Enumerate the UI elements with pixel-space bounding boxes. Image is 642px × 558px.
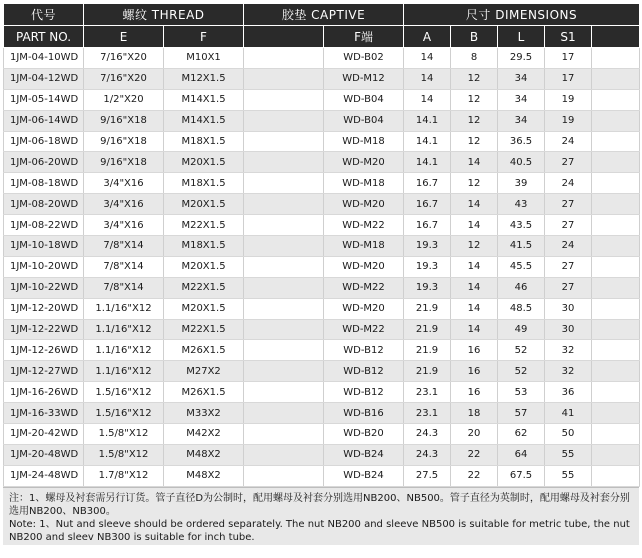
cell-captive-f-end: WD-M18 (324, 173, 404, 194)
cell-captive-f-end: WD-M22 (324, 215, 404, 236)
cell-extra (592, 319, 640, 340)
cell-captive-blank (244, 215, 324, 236)
cell-part-no: 1JM-12-20WD (4, 298, 84, 319)
cell-dim-l: 49 (498, 319, 545, 340)
cell-dim-b: 16 (451, 340, 498, 361)
cell-dim-s1: 24 (545, 236, 592, 257)
cell-thread-e: 1.5/16"X12 (84, 382, 164, 403)
cell-extra (592, 48, 640, 69)
cell-dim-l: 62 (498, 424, 545, 445)
cell-dim-a: 16.7 (404, 215, 451, 236)
table-row (4, 403, 640, 424)
cell-extra (592, 340, 640, 361)
cell-dim-b: 12 (451, 131, 498, 152)
spec-table (3, 3, 640, 487)
cell-dim-a: 14 (404, 48, 451, 69)
table-row (4, 256, 640, 277)
cell-part-no: 1JM-24-48WD (4, 465, 84, 486)
cell-dim-a: 21.9 (404, 340, 451, 361)
cell-captive-f-end: WD-B04 (324, 110, 404, 131)
cell-part-no: 1JM-06-18WD (4, 131, 84, 152)
cell-dim-s1: 17 (545, 68, 592, 89)
cell-dim-l: 53 (498, 382, 545, 403)
header-col-blank (244, 26, 324, 48)
header-part-no-en: PART NO. (4, 26, 84, 48)
cell-dim-a: 24.3 (404, 424, 451, 445)
cell-thread-e: 1.1/16"X12 (84, 361, 164, 382)
cell-dim-a: 27.5 (404, 465, 451, 486)
header-part-no-cn: 代号 (4, 4, 84, 26)
cell-dim-s1: 30 (545, 298, 592, 319)
cell-extra (592, 89, 640, 110)
header-col-f-end: F端 (324, 26, 404, 48)
cell-captive-f-end: WD-M22 (324, 319, 404, 340)
cell-thread-e: 1.5/8"X12 (84, 424, 164, 445)
cell-thread-e: 7/8"X14 (84, 277, 164, 298)
cell-dim-l: 45.5 (498, 256, 545, 277)
table-row (4, 110, 640, 131)
cell-dim-s1: 32 (545, 340, 592, 361)
cell-extra (592, 403, 640, 424)
cell-dim-l: 52 (498, 340, 545, 361)
table-row (4, 68, 640, 89)
table-row (4, 361, 640, 382)
cell-thread-e: 1.5/16"X12 (84, 403, 164, 424)
notes-box (3, 487, 639, 545)
cell-part-no: 1JM-06-14WD (4, 110, 84, 131)
cell-dim-l: 52 (498, 361, 545, 382)
cell-thread-e: 7/16"X20 (84, 68, 164, 89)
cell-dim-s1: 36 (545, 382, 592, 403)
cell-thread-e: 7/8"X14 (84, 256, 164, 277)
cell-thread-f: M14X1.5 (164, 89, 244, 110)
cell-thread-f: M10X1 (164, 48, 244, 69)
cell-dim-a: 21.9 (404, 298, 451, 319)
cell-dim-a: 21.9 (404, 319, 451, 340)
cell-dim-b: 14 (451, 256, 498, 277)
cell-thread-f: M22X1.5 (164, 215, 244, 236)
cell-extra (592, 152, 640, 173)
cell-captive-blank (244, 256, 324, 277)
table-body (4, 48, 640, 487)
cell-part-no: 1JM-10-20WD (4, 256, 84, 277)
cell-dim-a: 19.3 (404, 256, 451, 277)
header-col-extra (592, 26, 640, 48)
cell-dim-s1: 19 (545, 110, 592, 131)
cell-dim-l: 36.5 (498, 131, 545, 152)
cell-part-no: 1JM-08-20WD (4, 194, 84, 215)
cell-captive-f-end: WD-B12 (324, 361, 404, 382)
cell-extra (592, 173, 640, 194)
cell-dim-a: 14 (404, 89, 451, 110)
cell-thread-f: M26X1.5 (164, 382, 244, 403)
cell-captive-f-end: WD-M20 (324, 152, 404, 173)
cell-part-no: 1JM-16-33WD (4, 403, 84, 424)
cell-captive-f-end: WD-M18 (324, 131, 404, 152)
cell-thread-e: 1.7/8"X12 (84, 465, 164, 486)
table-row (4, 424, 640, 445)
cell-extra (592, 361, 640, 382)
cell-extra (592, 424, 640, 445)
table-row (4, 298, 640, 319)
cell-thread-f: M20X1.5 (164, 194, 244, 215)
table-row (4, 152, 640, 173)
cell-dim-b: 12 (451, 236, 498, 257)
cell-dim-b: 22 (451, 444, 498, 465)
cell-captive-blank (244, 236, 324, 257)
cell-thread-f: M22X1.5 (164, 277, 244, 298)
table-row (4, 194, 640, 215)
header-captive: 胶垫 CAPTIVE (244, 4, 404, 26)
cell-part-no: 1JM-12-26WD (4, 340, 84, 361)
header-col-s1: S1 (545, 26, 592, 48)
header-col-b: B (451, 26, 498, 48)
cell-captive-blank (244, 424, 324, 445)
cell-dim-a: 16.7 (404, 194, 451, 215)
cell-thread-e: 9/16"X18 (84, 131, 164, 152)
cell-thread-e: 3/4"X16 (84, 215, 164, 236)
table-row (4, 319, 640, 340)
cell-dim-l: 46 (498, 277, 545, 298)
cell-dim-b: 14 (451, 215, 498, 236)
cell-extra (592, 277, 640, 298)
cell-thread-e: 7/16"X20 (84, 48, 164, 69)
cell-thread-e: 1.1/16"X12 (84, 340, 164, 361)
table-row (4, 131, 640, 152)
cell-dim-b: 12 (451, 68, 498, 89)
cell-thread-f: M20X1.5 (164, 298, 244, 319)
cell-thread-f: M27X2 (164, 361, 244, 382)
cell-thread-e: 9/16"X18 (84, 152, 164, 173)
table-row (4, 89, 640, 110)
cell-captive-f-end: WD-B12 (324, 340, 404, 361)
cell-dim-s1: 27 (545, 194, 592, 215)
cell-captive-blank (244, 361, 324, 382)
cell-part-no: 1JM-12-22WD (4, 319, 84, 340)
cell-dim-b: 18 (451, 403, 498, 424)
cell-thread-f: M42X2 (164, 424, 244, 445)
cell-thread-e: 3/4"X16 (84, 194, 164, 215)
table-row (4, 48, 640, 69)
cell-extra (592, 298, 640, 319)
cell-part-no: 1JM-08-18WD (4, 173, 84, 194)
header-thread: 螺纹 THREAD (84, 4, 244, 26)
cell-thread-f: M33X2 (164, 403, 244, 424)
cell-dim-s1: 55 (545, 444, 592, 465)
table-row (4, 277, 640, 298)
cell-captive-blank (244, 465, 324, 486)
cell-thread-f: M20X1.5 (164, 152, 244, 173)
table-row (4, 465, 640, 486)
cell-captive-blank (244, 298, 324, 319)
cell-dim-b: 20 (451, 424, 498, 445)
table-row (4, 382, 640, 403)
cell-captive-blank (244, 48, 324, 69)
cell-thread-f: M48X2 (164, 465, 244, 486)
cell-dim-b: 14 (451, 319, 498, 340)
cell-extra (592, 194, 640, 215)
cell-dim-b: 12 (451, 110, 498, 131)
cell-dim-s1: 55 (545, 465, 592, 486)
cell-thread-f: M18X1.5 (164, 236, 244, 257)
cell-part-no: 1JM-06-20WD (4, 152, 84, 173)
cell-extra (592, 110, 640, 131)
cell-dim-b: 16 (451, 382, 498, 403)
cell-captive-f-end: WD-M22 (324, 277, 404, 298)
cell-captive-f-end: WD-B20 (324, 424, 404, 445)
cell-part-no: 1JM-20-48WD (4, 444, 84, 465)
cell-dim-a: 16.7 (404, 173, 451, 194)
cell-captive-blank (244, 277, 324, 298)
cell-dim-l: 29.5 (498, 48, 545, 69)
cell-extra (592, 256, 640, 277)
cell-captive-blank (244, 110, 324, 131)
cell-thread-f: M48X2 (164, 444, 244, 465)
cell-dim-l: 48.5 (498, 298, 545, 319)
cell-dim-l: 43 (498, 194, 545, 215)
cell-dim-s1: 32 (545, 361, 592, 382)
table-row (4, 444, 640, 465)
cell-dim-l: 57 (498, 403, 545, 424)
cell-captive-blank (244, 194, 324, 215)
cell-dim-s1: 50 (545, 424, 592, 445)
cell-captive-blank (244, 173, 324, 194)
cell-thread-e: 1.1/16"X12 (84, 298, 164, 319)
cell-captive-f-end: WD-B16 (324, 403, 404, 424)
header-col-e: E (84, 26, 164, 48)
cell-dim-l: 34 (498, 110, 545, 131)
cell-dim-b: 14 (451, 152, 498, 173)
cell-dim-a: 14.1 (404, 131, 451, 152)
cell-thread-f: M14X1.5 (164, 110, 244, 131)
cell-part-no: 1JM-20-42WD (4, 424, 84, 445)
note-en: Note: 1、Nut and sleeve should be ordered separately. The nut NB200 and sleeve NB500 is suitable for metric tube, the nut NB200 and sleev NB300 is suitable for inch tube. (9, 518, 630, 543)
cell-captive-blank (244, 152, 324, 173)
cell-dim-l: 41.5 (498, 236, 545, 257)
cell-captive-f-end: WD-B24 (324, 444, 404, 465)
cell-dim-b: 12 (451, 89, 498, 110)
cell-dim-b: 16 (451, 361, 498, 382)
cell-dim-a: 19.3 (404, 236, 451, 257)
cell-extra (592, 215, 640, 236)
cell-dim-a: 14.1 (404, 110, 451, 131)
cell-captive-f-end: WD-B02 (324, 48, 404, 69)
header-col-f: F (164, 26, 244, 48)
cell-thread-e: 1/2"X20 (84, 89, 164, 110)
cell-captive-f-end: WD-M18 (324, 236, 404, 257)
cell-dim-b: 14 (451, 194, 498, 215)
cell-extra (592, 465, 640, 486)
cell-extra (592, 131, 640, 152)
cell-captive-blank (244, 444, 324, 465)
cell-dim-a: 23.1 (404, 403, 451, 424)
cell-part-no: 1JM-04-12WD (4, 68, 84, 89)
cell-part-no: 1JM-10-22WD (4, 277, 84, 298)
table-row (4, 340, 640, 361)
cell-captive-f-end: WD-B04 (324, 89, 404, 110)
cell-captive-blank (244, 382, 324, 403)
cell-thread-f: M18X1.5 (164, 173, 244, 194)
header-col-l: L (498, 26, 545, 48)
cell-thread-f: M20X1.5 (164, 256, 244, 277)
cell-thread-e: 9/16"X18 (84, 110, 164, 131)
cell-dim-b: 14 (451, 277, 498, 298)
cell-dim-s1: 27 (545, 256, 592, 277)
cell-captive-f-end: WD-B24 (324, 465, 404, 486)
cell-captive-f-end: WD-M20 (324, 298, 404, 319)
cell-thread-e: 1.5/8"X12 (84, 444, 164, 465)
cell-extra (592, 68, 640, 89)
cell-thread-f: M26X1.5 (164, 340, 244, 361)
cell-dim-l: 64 (498, 444, 545, 465)
table-header (4, 4, 640, 48)
cell-extra (592, 236, 640, 257)
cell-dim-a: 19.3 (404, 277, 451, 298)
header-col-a: A (404, 26, 451, 48)
cell-dim-s1: 27 (545, 277, 592, 298)
cell-dim-b: 8 (451, 48, 498, 69)
note-cn: 注：1、螺母及衬套需另行订货。管子直径D为公制时，配用螺母及衬套分别选用NB200、NB500。管子直径为英制时，配用螺母及衬套分别选用NB200、NB300。 (9, 492, 630, 517)
cell-dim-a: 24.3 (404, 444, 451, 465)
cell-dim-b: 12 (451, 173, 498, 194)
cell-dim-b: 22 (451, 465, 498, 486)
cell-dim-b: 14 (451, 298, 498, 319)
cell-captive-f-end: WD-M20 (324, 256, 404, 277)
cell-captive-f-end: WD-M12 (324, 68, 404, 89)
cell-part-no: 1JM-05-14WD (4, 89, 84, 110)
cell-dim-l: 43.5 (498, 215, 545, 236)
cell-dim-s1: 41 (545, 403, 592, 424)
cell-dim-l: 40.5 (498, 152, 545, 173)
cell-part-no: 1JM-12-27WD (4, 361, 84, 382)
cell-dim-a: 14.1 (404, 152, 451, 173)
cell-captive-blank (244, 340, 324, 361)
cell-part-no: 1JM-04-10WD (4, 48, 84, 69)
cell-captive-blank (244, 403, 324, 424)
cell-dim-a: 14 (404, 68, 451, 89)
cell-dim-s1: 27 (545, 215, 592, 236)
cell-dim-l: 39 (498, 173, 545, 194)
cell-part-no: 1JM-10-18WD (4, 236, 84, 257)
table-row (4, 215, 640, 236)
cell-dim-l: 67.5 (498, 465, 545, 486)
cell-extra (592, 444, 640, 465)
cell-thread-f: M18X1.5 (164, 131, 244, 152)
cell-dim-s1: 24 (545, 173, 592, 194)
header-dimensions: 尺寸 DIMENSIONS (404, 4, 640, 26)
cell-dim-s1: 17 (545, 48, 592, 69)
cell-dim-s1: 27 (545, 152, 592, 173)
cell-dim-a: 23.1 (404, 382, 451, 403)
cell-thread-f: M22X1.5 (164, 319, 244, 340)
cell-captive-blank (244, 319, 324, 340)
cell-dim-s1: 19 (545, 89, 592, 110)
cell-part-no: 1JM-16-26WD (4, 382, 84, 403)
cell-dim-l: 34 (498, 89, 545, 110)
cell-dim-s1: 30 (545, 319, 592, 340)
table-row (4, 236, 640, 257)
cell-captive-f-end: WD-M20 (324, 194, 404, 215)
cell-thread-e: 7/8"X14 (84, 236, 164, 257)
cell-extra (592, 382, 640, 403)
cell-part-no: 1JM-08-22WD (4, 215, 84, 236)
cell-captive-f-end: WD-B12 (324, 382, 404, 403)
cell-thread-f: M12X1.5 (164, 68, 244, 89)
cell-dim-l: 34 (498, 68, 545, 89)
cell-thread-e: 3/4"X16 (84, 173, 164, 194)
specification-sheet (3, 3, 639, 545)
cell-thread-e: 1.1/16"X12 (84, 319, 164, 340)
table-row (4, 173, 640, 194)
cell-captive-blank (244, 131, 324, 152)
cell-dim-a: 21.9 (404, 361, 451, 382)
cell-captive-blank (244, 68, 324, 89)
cell-dim-s1: 24 (545, 131, 592, 152)
cell-captive-blank (244, 89, 324, 110)
